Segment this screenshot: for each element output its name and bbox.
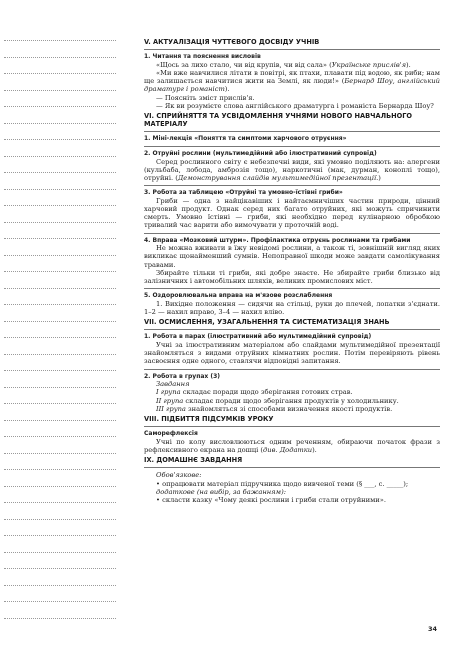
note-line bbox=[4, 486, 116, 487]
note-line bbox=[4, 354, 116, 355]
section-6-sub4: 4. Вправа «Мозковий штурм». Профілактика отруєнь рослинами та грибами bbox=[144, 236, 411, 244]
prevention-paragraph-2: Збирайте тільки ті гриби, які добре знаєте. Не збирайте гриби близько від залізничних і автомобільних шляхів, великих промислових міст. bbox=[144, 268, 440, 286]
note-line bbox=[4, 370, 116, 371]
divider bbox=[144, 131, 440, 132]
note-line bbox=[4, 420, 116, 421]
note-line bbox=[4, 436, 116, 437]
note-line bbox=[4, 469, 116, 470]
note-line bbox=[4, 403, 116, 404]
divider bbox=[144, 329, 440, 330]
group-1-task: І група складає поради щодо зберігання готових страв. bbox=[156, 388, 353, 397]
note-line bbox=[4, 519, 116, 520]
question-1: — Поясніть зміст прислів'я. bbox=[156, 93, 255, 102]
note-line bbox=[4, 453, 116, 454]
note-line bbox=[4, 156, 116, 157]
note-line bbox=[4, 535, 116, 536]
optional-label: додаткове (на вибір, за бажанням): bbox=[156, 487, 286, 496]
page-content bbox=[144, 38, 440, 504]
note-line bbox=[4, 106, 116, 107]
plants-paragraph: Серед рослинного світу є небезпечні види, які умовно поділяють на: алергени (кульбаба, лобода, амброзія тощо), наркотичні (мак, дурман, коноплі тощо), отруйні. (Демонстрування слайдів мультимедійної презентації.) bbox=[144, 157, 440, 183]
section-5-title: V. АКТУАЛІЗАЦІЯ ЧУТТЄВОГО ДОСВІДУ УЧНІВ bbox=[144, 38, 320, 46]
section-5-sub1: 1. Читання та пояснення висловів bbox=[144, 53, 261, 61]
note-line bbox=[4, 568, 116, 569]
divider bbox=[144, 185, 440, 186]
note-line bbox=[4, 321, 116, 322]
tasks-label: Завдання bbox=[156, 380, 190, 389]
note-line bbox=[4, 222, 116, 223]
section-8-title: VIII. ПІДБИТТЯ ПІДСУМКІВ УРОКУ bbox=[144, 415, 274, 424]
section-6-sub3: 3. Робота за таблицею «Отруйні та умовно-їстівні гриби» bbox=[144, 189, 343, 197]
note-line bbox=[4, 57, 116, 58]
group-3-task: ІІІ група знайомляться зі способами визначення якості продуктів. bbox=[156, 404, 393, 413]
note-line bbox=[4, 139, 116, 140]
section-6-sub1: 1. Міні-лекція «Поняття та симптоми харчового отруєння» bbox=[144, 135, 347, 143]
note-line bbox=[4, 40, 116, 41]
note-line bbox=[4, 502, 116, 503]
pairs-paragraph: Учні за ілюстративним матеріалом або слайдами мультимедійної презентації знайомляться з видами отруйних кімнатних рослин. Потім перевіряють рівень засвоєння одне одного, ставлячи відповідні запитання. bbox=[144, 341, 440, 366]
page-number: 34 bbox=[428, 625, 438, 633]
section-6-sub5: 5. Оздоровлювальна вправа на м'язове розслаблення bbox=[144, 292, 333, 300]
section-6-sub2: 2. Отруйні рослини (мультимедійний або ілюстративний супровід) bbox=[144, 150, 377, 158]
homework-item-1: • опрацювати матеріал підручника щодо вивченої теми (§ ___, с. _____); bbox=[156, 479, 409, 488]
note-line bbox=[4, 304, 116, 305]
section-9-title: IX. ДОМАШНЄ ЗАВДАННЯ bbox=[144, 456, 243, 465]
note-line bbox=[4, 123, 116, 124]
note-line bbox=[4, 585, 116, 586]
group-2-task: ІІ група складає поради щодо зберігання продуктів у холодильнику. bbox=[156, 396, 399, 405]
divider bbox=[144, 467, 440, 468]
note-line bbox=[4, 552, 116, 553]
divider bbox=[144, 369, 440, 370]
reflection-paragraph: Учні по колу висловлюються одним реченням, обираючи початок фрази з рефлексивного екрана на дошці (див. Додатки). bbox=[144, 437, 440, 455]
question-2: — Як ви розумієте слова англійського драматурга і романіста Бернарда Шоу? bbox=[156, 101, 434, 110]
homework-item-2: • скласти казку «Чому деякі рослини і гриби стали отруйними». bbox=[156, 496, 386, 505]
divider bbox=[144, 49, 440, 50]
note-line bbox=[4, 618, 116, 619]
note-line bbox=[4, 172, 116, 173]
prevention-paragraph-1: Не можна вживати в їжу невідомі рослини, а також ті, зовнішній вигляд яких викликає щонайменший сумнів. Непоправної шкоди може завдати самолікування травами. bbox=[144, 244, 440, 269]
divider bbox=[144, 288, 440, 289]
divider bbox=[144, 233, 440, 234]
section-8-sub1: Саморефлексія bbox=[144, 430, 198, 438]
quote-2: «Ми вже навчилися літати в повітрі, як птахи, плавати під водою, як риби; нам ще залишається навчитися жити на Землі, як люди!» (Бернард Шоу, англійський драматург і романіст). bbox=[144, 69, 440, 94]
section-6-title: VI. СПРИЙНЯТТЯ ТА УСВІДОМЛЕННЯ УЧНЯМИ НОВОГО НАВЧАЛЬНОГО МАТЕРІАЛУ bbox=[144, 112, 413, 129]
note-line bbox=[4, 271, 116, 272]
mandatory-label: Обов'язкове: bbox=[156, 471, 202, 480]
note-line bbox=[4, 205, 116, 206]
exercise-paragraph: 1. Вихідне положення — сидячи на стільці, руки до плечей, лопатки з'єднати. 1–2 — нахил вправо, 3–4 — нахил вліво. bbox=[144, 299, 440, 317]
note-line bbox=[4, 288, 116, 289]
divider bbox=[144, 146, 440, 147]
note-line bbox=[4, 90, 116, 91]
note-line bbox=[4, 387, 116, 388]
section-7-sub1: 1. Робота в парах (ілюстративний або мультимедійний супровід) bbox=[144, 333, 372, 341]
note-line bbox=[4, 238, 116, 239]
section-7-title: VII. ОСМИСЛЕННЯ, УЗАГАЛЬНЕННЯ ТА СИСТЕМАТИЗАЦІЯ ЗНАНЬ bbox=[144, 318, 390, 327]
note-line bbox=[4, 601, 116, 602]
mushrooms-paragraph: Гриби — одна з найцікавіших і найтаємничіших частин природи, цінний харчовий продукт. Однак серед них багато отруйних, які можуть спричинити смерть. Умовно їстівні — гриби, які необхідно перед кулінарною обробкою тривалий час варити або вимочувати у проточній воді. bbox=[144, 196, 440, 230]
note-line bbox=[4, 73, 116, 74]
section-7-sub2: 2. Робота в групах (3) bbox=[144, 372, 221, 380]
note-line bbox=[4, 189, 116, 190]
divider bbox=[144, 426, 440, 427]
note-line bbox=[4, 337, 116, 338]
notes-margin bbox=[0, 0, 120, 650]
quote-1: «Щось за лихо стало, чи від крупів, чи від сала» (Українське прислів'я). bbox=[156, 60, 411, 69]
note-line bbox=[4, 255, 116, 256]
